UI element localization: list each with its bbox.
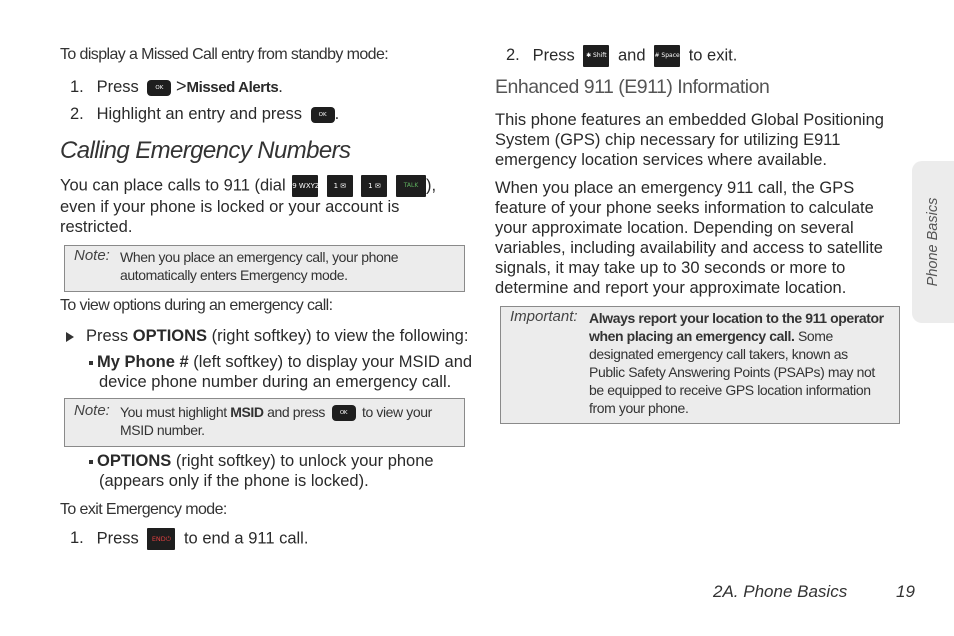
options-intro: To view options during an emergency call: bbox=[60, 297, 333, 314]
ok-key-icon: OK bbox=[311, 107, 335, 123]
subbullet-text: (left softkey) to display your MSID and bbox=[193, 353, 473, 371]
section-tab-label: Phone Basics bbox=[925, 197, 941, 287]
important-text: from your phone. bbox=[589, 400, 689, 416]
subbullet-line: device phone number during an emergency call. bbox=[99, 373, 452, 391]
step-text: Highlight an entry and press bbox=[96, 105, 303, 123]
note-box bbox=[64, 398, 465, 447]
end-key-icon: END⏻ bbox=[147, 528, 175, 550]
square-bullet-icon bbox=[89, 361, 93, 365]
key-9-icon: 9 WXYZ bbox=[292, 175, 318, 197]
options-softkey: OPTIONS bbox=[132, 327, 208, 345]
e911-heading: Enhanced 911 (E911) Information bbox=[495, 76, 770, 98]
important-text: be equipped to receive GPS location information bbox=[589, 382, 871, 398]
important-bold-text: when placing an emergency call. bbox=[589, 328, 795, 344]
note-text: When you place an emergency call, your phone bbox=[120, 249, 399, 265]
para-line: When you place an emergency 911 call, the GPS bbox=[495, 179, 855, 197]
para-line: even if your phone is locked or your account is bbox=[60, 198, 400, 216]
step-text: to end a 911 call. bbox=[183, 529, 309, 548]
step-number: 1. bbox=[70, 529, 84, 548]
para-line: variables, including availability and access to satellite bbox=[495, 239, 883, 257]
exit-step-2 bbox=[506, 45, 737, 67]
note-label: Note: bbox=[74, 402, 110, 419]
talk-key-icon: TALK bbox=[396, 175, 426, 197]
para-line: signals, it may take up to 30 seconds or more to bbox=[495, 259, 846, 277]
section-title: Calling Emergency Numbers bbox=[60, 137, 351, 164]
important-text bbox=[589, 327, 833, 345]
page-number: 19 bbox=[896, 582, 915, 601]
step-end: . bbox=[334, 105, 340, 123]
para-line: System (GPS) chip necessary for utilizing E911 bbox=[495, 131, 841, 149]
step-number: 2. bbox=[70, 105, 84, 123]
ok-key-icon: OK bbox=[147, 80, 171, 96]
para-line: feature of your phone seeks information to calculate bbox=[495, 199, 874, 217]
menu-separator: > bbox=[175, 76, 187, 96]
subbullet-text: (right softkey) to unlock your phone bbox=[175, 452, 434, 470]
menu-item-missed-alerts: Missed Alerts bbox=[186, 79, 279, 96]
exit-intro: To exit Emergency mode: bbox=[60, 501, 227, 518]
pound-space-key-icon: # Space bbox=[654, 45, 680, 67]
footer-section: 2A. Phone Basics bbox=[713, 582, 848, 601]
e911-paragraph-1 bbox=[495, 110, 884, 170]
para-text: You can place calls to 911 (dial bbox=[60, 176, 286, 195]
bullet-text: Press bbox=[86, 327, 129, 345]
note-label: Note: bbox=[74, 247, 110, 264]
step-text: Press bbox=[96, 78, 139, 96]
important-text: Public Safety Answering Points (PSAPs) may not bbox=[589, 364, 875, 380]
step-text: to exit. bbox=[688, 46, 738, 65]
important-fragment: Some bbox=[797, 328, 833, 344]
key-1-icon: 1 ✉ bbox=[327, 175, 353, 197]
note-text bbox=[120, 403, 432, 421]
important-box bbox=[500, 306, 900, 424]
subbullet-line: (appears only if the phone is locked). bbox=[99, 472, 369, 490]
missed-step-2 bbox=[70, 104, 339, 124]
para-line: determine and report your approximate location. bbox=[495, 279, 847, 297]
note-fragment: You must highlight bbox=[120, 404, 227, 420]
e911-paragraph-2 bbox=[495, 178, 883, 298]
note-box bbox=[64, 245, 465, 292]
para-text: ), bbox=[426, 176, 437, 195]
step-number: 2. bbox=[506, 46, 520, 65]
para-line: This phone features an embedded Global Positioning bbox=[495, 111, 884, 129]
options-softkey: OPTIONS bbox=[97, 452, 172, 470]
step-text: and bbox=[617, 46, 646, 65]
para-line: restricted. bbox=[60, 218, 133, 236]
important-bold-text: Always report your location to the 911 operator bbox=[589, 310, 884, 326]
myphone-subbullet bbox=[89, 352, 472, 372]
step-number: 1. bbox=[70, 78, 84, 96]
note-text: MSID number. bbox=[120, 422, 205, 438]
para-line: emergency location services where available. bbox=[495, 151, 827, 169]
missed-step-1 bbox=[70, 76, 283, 98]
step-end: . bbox=[278, 78, 283, 96]
note-text: automatically enters Emergency mode. bbox=[120, 267, 348, 283]
ok-key-icon: OK bbox=[332, 405, 356, 421]
section-tab bbox=[912, 161, 954, 323]
note-fragment: to view your bbox=[362, 404, 432, 420]
important-label: Important: bbox=[510, 308, 578, 325]
key-1-icon: 1 ✉ bbox=[361, 175, 387, 197]
square-bullet-icon bbox=[89, 460, 93, 464]
arrow-bullet-icon bbox=[66, 332, 74, 342]
options-bullet bbox=[66, 326, 468, 346]
emergency-paragraph bbox=[60, 175, 470, 237]
bullet-text: (right softkey) to view the following: bbox=[211, 327, 469, 345]
missed-call-intro: To display a Missed Call entry from standby mode: bbox=[60, 46, 389, 63]
exit-step-1 bbox=[70, 528, 308, 550]
myphone-softkey: My Phone # bbox=[97, 353, 189, 371]
options-subbullet bbox=[89, 451, 434, 471]
note-fragment: and press bbox=[267, 404, 325, 420]
step-text: Press bbox=[532, 46, 575, 65]
star-shift-key-icon: ✱ Shift bbox=[583, 45, 609, 67]
para-line: your approximate location. Depending on several bbox=[495, 219, 854, 237]
step-text: Press bbox=[96, 529, 139, 548]
msid-label: MSID bbox=[230, 404, 264, 420]
important-text: designated emergency call takers, known as bbox=[589, 346, 848, 362]
